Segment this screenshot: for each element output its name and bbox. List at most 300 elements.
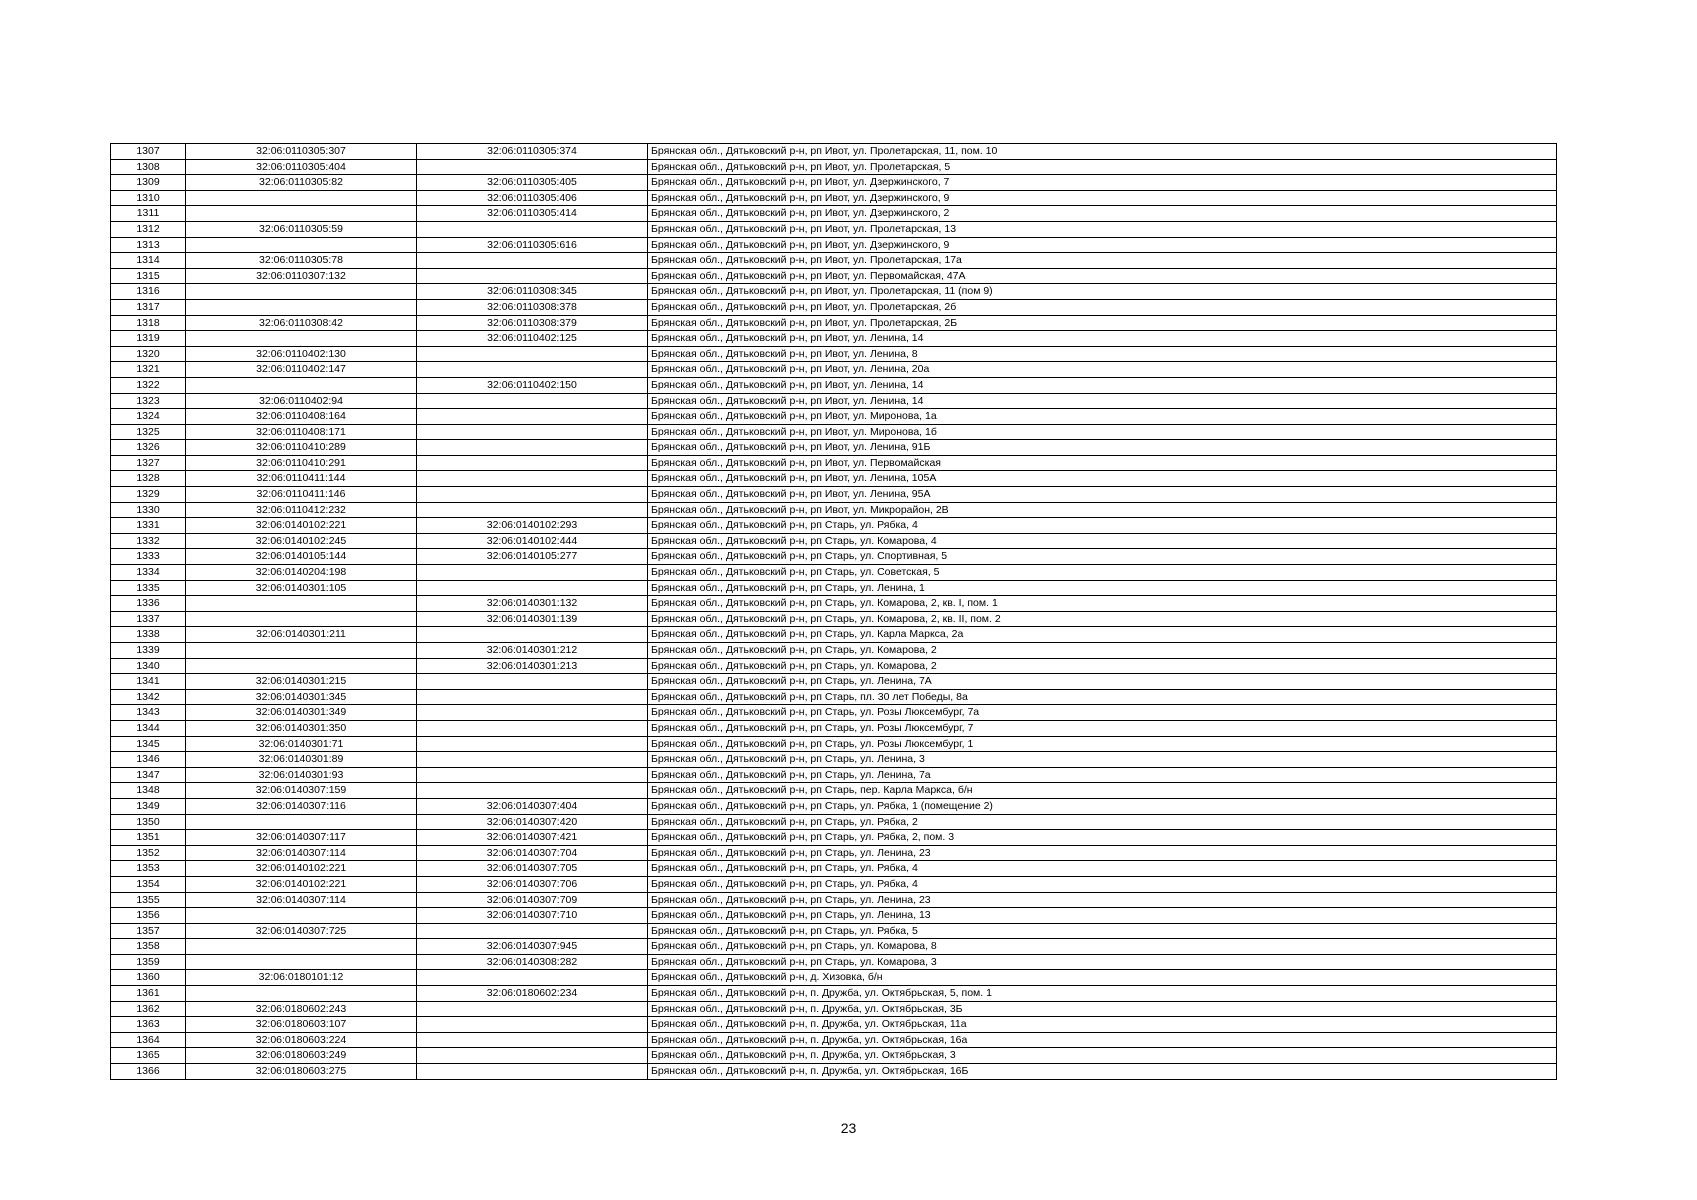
land-cadastral-number-cell <box>186 658 417 674</box>
row-number-cell: 1320 <box>111 346 186 362</box>
table-row <box>111 533 1557 549</box>
land-cadastral-number-cell: 32:06:0140301:105 <box>186 580 417 596</box>
row-number-cell: 1347 <box>111 767 186 783</box>
land-cadastral-number-cell <box>186 643 417 659</box>
address-cell: Брянская обл., Дятьковский р-н, п. Дружба, ул. Октябрьская, 16Б <box>648 1064 1557 1080</box>
address-cell: Брянская обл., Дятьковский р-н, п. Дружба, ул. Октябрьская, 3 <box>648 1048 1557 1064</box>
address-cell: Брянская обл., Дятьковский р-н, рп Старь, ул. Рябка, 4 <box>648 861 1557 877</box>
land-cadastral-number-cell <box>186 331 417 347</box>
address-cell: Брянская обл., Дятьковский р-н, рп Старь, ул. Спортивная, 5 <box>648 549 1557 565</box>
table-row <box>111 424 1557 440</box>
row-number-cell: 1358 <box>111 939 186 955</box>
address-cell: Брянская обл., Дятьковский р-н, рп Ивот, ул. Дзержинского, 9 <box>648 237 1557 253</box>
building-cadastral-number-cell <box>417 268 648 284</box>
address-cell: Брянская обл., Дятьковский р-н, рп Ивот, ул. Пролетарская, 11 (пом 9) <box>648 284 1557 300</box>
address-cell: Брянская обл., Дятьковский р-н, рп Ивот, ул. Первомайская, 47А <box>648 268 1557 284</box>
row-number-cell: 1349 <box>111 798 186 814</box>
land-cadastral-number-cell: 32:06:0180101:12 <box>186 970 417 986</box>
land-cadastral-number-cell: 32:06:0110305:404 <box>186 159 417 175</box>
land-cadastral-number-cell: 32:06:0140301:349 <box>186 705 417 721</box>
building-cadastral-number-cell <box>417 471 648 487</box>
table-row <box>111 565 1557 581</box>
table-row <box>111 611 1557 627</box>
table-row <box>111 1032 1557 1048</box>
table-row <box>111 892 1557 908</box>
land-cadastral-number-cell <box>186 986 417 1002</box>
building-cadastral-number-cell <box>417 502 648 518</box>
building-cadastral-number-cell <box>417 689 648 705</box>
building-cadastral-number-cell <box>417 362 648 378</box>
row-number-cell: 1314 <box>111 253 186 269</box>
land-cadastral-number-cell: 32:06:0140102:221 <box>186 861 417 877</box>
table-row <box>111 1064 1557 1080</box>
land-cadastral-number-cell: 32:06:0110402:130 <box>186 346 417 362</box>
address-cell: Брянская обл., Дятьковский р-н, рп Старь, ул. Рябка, 5 <box>648 923 1557 939</box>
table-row <box>111 736 1557 752</box>
row-number-cell: 1365 <box>111 1048 186 1064</box>
address-cell: Брянская обл., Дятьковский р-н, рп Старь, ул. Розы Люксембург, 7 <box>648 720 1557 736</box>
building-cadastral-number-cell: 32:06:0140307:404 <box>417 798 648 814</box>
table-row <box>111 658 1557 674</box>
row-number-cell: 1333 <box>111 549 186 565</box>
building-cadastral-number-cell: 32:06:0110305:374 <box>417 144 648 160</box>
building-cadastral-number-cell: 32:06:0140307:706 <box>417 876 648 892</box>
land-cadastral-number-cell: 32:06:0110408:164 <box>186 409 417 425</box>
row-number-cell: 1328 <box>111 471 186 487</box>
building-cadastral-number-cell <box>417 1001 648 1017</box>
land-cadastral-number-cell: 32:06:0140301:89 <box>186 752 417 768</box>
row-number-cell: 1330 <box>111 502 186 518</box>
land-cadastral-number-cell: 32:06:0140307:116 <box>186 798 417 814</box>
land-cadastral-number-cell: 32:06:0180603:275 <box>186 1064 417 1080</box>
building-cadastral-number-cell <box>417 424 648 440</box>
address-cell: Брянская обл., Дятьковский р-н, рп Старь, ул. Карла Маркса, 2а <box>648 627 1557 643</box>
building-cadastral-number-cell: 32:06:0140307:710 <box>417 908 648 924</box>
table-row <box>111 861 1557 877</box>
table-row <box>111 986 1557 1002</box>
row-number-cell: 1323 <box>111 393 186 409</box>
land-cadastral-number-cell: 32:06:0140301:211 <box>186 627 417 643</box>
address-cell: Брянская обл., Дятьковский р-н, рп Старь, пер. Карла Маркса, б/н <box>648 783 1557 799</box>
building-cadastral-number-cell: 32:06:0110308:345 <box>417 284 648 300</box>
row-number-cell: 1319 <box>111 331 186 347</box>
address-cell: Брянская обл., Дятьковский р-н, п. Дружба, ул. Октябрьская, 3Б <box>648 1001 1557 1017</box>
address-cell: Брянская обл., Дятьковский р-н, рп Ивот, ул. Ленина, 91Б <box>648 440 1557 456</box>
address-cell: Брянская обл., Дятьковский р-н, рп Старь, ул. Ленина, 3 <box>648 752 1557 768</box>
row-number-cell: 1356 <box>111 908 186 924</box>
building-cadastral-number-cell <box>417 580 648 596</box>
building-cadastral-number-cell <box>417 159 648 175</box>
table-row <box>111 331 1557 347</box>
row-number-cell: 1313 <box>111 237 186 253</box>
table-row <box>111 954 1557 970</box>
building-cadastral-number-cell <box>417 923 648 939</box>
table-row <box>111 830 1557 846</box>
land-cadastral-number-cell: 32:06:0110305:78 <box>186 253 417 269</box>
row-number-cell: 1311 <box>111 206 186 222</box>
building-cadastral-number-cell: 32:06:0140307:420 <box>417 814 648 830</box>
address-cell: Брянская обл., Дятьковский р-н, рп Ивот, ул. Пролетарская, 2б <box>648 299 1557 315</box>
address-cell: Брянская обл., Дятьковский р-н, рп Старь, ул. Рябка, 4 <box>648 876 1557 892</box>
building-cadastral-number-cell <box>417 674 648 690</box>
land-cadastral-number-cell: 32:06:0140102:221 <box>186 876 417 892</box>
address-cell: Брянская обл., Дятьковский р-н, рп Старь, пл. 30 лет Победы, 8а <box>648 689 1557 705</box>
table-row <box>111 159 1557 175</box>
land-cadastral-number-cell: 32:06:0180602:243 <box>186 1001 417 1017</box>
row-number-cell: 1346 <box>111 752 186 768</box>
row-number-cell: 1315 <box>111 268 186 284</box>
building-cadastral-number-cell: 32:06:0140102:444 <box>417 533 648 549</box>
table-row <box>111 518 1557 534</box>
row-number-cell: 1341 <box>111 674 186 690</box>
land-cadastral-number-cell: 32:06:0140102:245 <box>186 533 417 549</box>
address-cell: Брянская обл., Дятьковский р-н, рп Старь, ул. Рябка, 2 <box>648 814 1557 830</box>
land-cadastral-number-cell: 32:06:0140307:725 <box>186 923 417 939</box>
building-cadastral-number-cell: 32:06:0140307:705 <box>417 861 648 877</box>
address-cell: Брянская обл., Дятьковский р-н, рп Старь, ул. Розы Люксембург, 7а <box>648 705 1557 721</box>
address-cell: Брянская обл., Дятьковский р-н, рп Старь, ул. Ленина, 23 <box>648 845 1557 861</box>
address-cell: Брянская обл., Дятьковский р-н, рп Ивот, ул. Ленина, 95А <box>648 487 1557 503</box>
registry-table <box>110 143 1557 1080</box>
building-cadastral-number-cell <box>417 736 648 752</box>
land-cadastral-number-cell <box>186 284 417 300</box>
land-cadastral-number-cell: 32:06:0110412:232 <box>186 502 417 518</box>
address-cell: Брянская обл., Дятьковский р-н, рп Ивот, ул. Ленина, 14 <box>648 331 1557 347</box>
table-row <box>111 268 1557 284</box>
building-cadastral-number-cell <box>417 440 648 456</box>
building-cadastral-number-cell: 32:06:0140301:213 <box>417 658 648 674</box>
building-cadastral-number-cell: 32:06:0180602:234 <box>417 986 648 1002</box>
table-row <box>111 783 1557 799</box>
row-number-cell: 1339 <box>111 643 186 659</box>
row-number-cell: 1348 <box>111 783 186 799</box>
land-cadastral-number-cell: 32:06:0180603:224 <box>186 1032 417 1048</box>
table-row <box>111 798 1557 814</box>
land-cadastral-number-cell: 32:06:0140307:114 <box>186 892 417 908</box>
building-cadastral-number-cell: 32:06:0110402:150 <box>417 377 648 393</box>
building-cadastral-number-cell <box>417 752 648 768</box>
row-number-cell: 1338 <box>111 627 186 643</box>
table-row <box>111 455 1557 471</box>
row-number-cell: 1343 <box>111 705 186 721</box>
land-cadastral-number-cell <box>186 299 417 315</box>
building-cadastral-number-cell: 32:06:0110305:616 <box>417 237 648 253</box>
building-cadastral-number-cell <box>417 767 648 783</box>
building-cadastral-number-cell: 32:06:0110308:378 <box>417 299 648 315</box>
building-cadastral-number-cell: 32:06:0140307:421 <box>417 830 648 846</box>
address-cell: Брянская обл., Дятьковский р-н, рп Ивот, ул. Ленина, 8 <box>648 346 1557 362</box>
land-cadastral-number-cell <box>186 596 417 612</box>
land-cadastral-number-cell: 32:06:0140105:144 <box>186 549 417 565</box>
row-number-cell: 1362 <box>111 1001 186 1017</box>
land-cadastral-number-cell: 32:06:0140301:93 <box>186 767 417 783</box>
table-row <box>111 845 1557 861</box>
table-row <box>111 1001 1557 1017</box>
building-cadastral-number-cell: 32:06:0140105:277 <box>417 549 648 565</box>
address-cell: Брянская обл., Дятьковский р-н, рп Ивот, ул. Ленина, 14 <box>648 393 1557 409</box>
building-cadastral-number-cell: 32:06:0110305:414 <box>417 206 648 222</box>
building-cadastral-number-cell: 32:06:0140102:293 <box>417 518 648 534</box>
table-row <box>111 908 1557 924</box>
land-cadastral-number-cell: 32:06:0110411:146 <box>186 487 417 503</box>
address-cell: Брянская обл., Дятьковский р-н, рп Ивот, ул. Пролетарская, 5 <box>648 159 1557 175</box>
building-cadastral-number-cell: 32:06:0140307:945 <box>417 939 648 955</box>
row-number-cell: 1361 <box>111 986 186 1002</box>
address-cell: Брянская обл., Дятьковский р-н, рп Старь, ул. Советская, 5 <box>648 565 1557 581</box>
land-cadastral-number-cell: 32:06:0110305:82 <box>186 175 417 191</box>
land-cadastral-number-cell: 32:06:0110308:42 <box>186 315 417 331</box>
row-number-cell: 1366 <box>111 1064 186 1080</box>
table-row <box>111 923 1557 939</box>
address-cell: Брянская обл., Дятьковский р-н, рп Старь, ул. Рябка, 4 <box>648 518 1557 534</box>
table-row <box>111 206 1557 222</box>
address-cell: Брянская обл., Дятьковский р-н, рп Ивот, ул. Дзержинского, 7 <box>648 175 1557 191</box>
table-row <box>111 502 1557 518</box>
land-cadastral-number-cell: 32:06:0140204:198 <box>186 565 417 581</box>
land-cadastral-number-cell: 32:06:0140301:350 <box>186 720 417 736</box>
row-number-cell: 1344 <box>111 720 186 736</box>
building-cadastral-number-cell <box>417 970 648 986</box>
building-cadastral-number-cell <box>417 253 648 269</box>
registry-table-body <box>111 144 1557 1080</box>
address-cell: Брянская обл., Дятьковский р-н, д. Хизовка, б/н <box>648 970 1557 986</box>
table-row <box>111 253 1557 269</box>
address-cell: Брянская обл., Дятьковский р-н, рп Ивот, ул. Дзержинского, 2 <box>648 206 1557 222</box>
building-cadastral-number-cell: 32:06:0110402:125 <box>417 331 648 347</box>
address-cell: Брянская обл., Дятьковский р-н, рп Старь, ул. Ленина, 7а <box>648 767 1557 783</box>
land-cadastral-number-cell <box>186 611 417 627</box>
land-cadastral-number-cell: 32:06:0140301:345 <box>186 689 417 705</box>
building-cadastral-number-cell <box>417 720 648 736</box>
row-number-cell: 1336 <box>111 596 186 612</box>
land-cadastral-number-cell: 32:06:0110411:144 <box>186 471 417 487</box>
page-number: 23 <box>840 1120 857 1136</box>
table-row <box>111 627 1557 643</box>
land-cadastral-number-cell: 32:06:0110410:291 <box>186 455 417 471</box>
land-cadastral-number-cell <box>186 908 417 924</box>
row-number-cell: 1354 <box>111 876 186 892</box>
building-cadastral-number-cell: 32:06:0140307:709 <box>417 892 648 908</box>
address-cell: Брянская обл., Дятьковский р-н, п. Дружба, ул. Октябрьская, 16а <box>648 1032 1557 1048</box>
address-cell: Брянская обл., Дятьковский р-н, рп Ивот, ул. Пролетарская, 13 <box>648 221 1557 237</box>
land-cadastral-number-cell: 32:06:0110307:132 <box>186 268 417 284</box>
row-number-cell: 1355 <box>111 892 186 908</box>
table-row <box>111 409 1557 425</box>
row-number-cell: 1337 <box>111 611 186 627</box>
table-row <box>111 596 1557 612</box>
table-row <box>111 549 1557 565</box>
row-number-cell: 1321 <box>111 362 186 378</box>
building-cadastral-number-cell <box>417 1048 648 1064</box>
row-number-cell: 1334 <box>111 565 186 581</box>
building-cadastral-number-cell: 32:06:0140307:704 <box>417 845 648 861</box>
address-cell: Брянская обл., Дятьковский р-н, рп Ивот, ул. Ленина, 20а <box>648 362 1557 378</box>
table-row <box>111 720 1557 736</box>
address-cell: Брянская обл., Дятьковский р-н, рп Старь, ул. Комарова, 2, кв. I, пом. 1 <box>648 596 1557 612</box>
row-number-cell: 1308 <box>111 159 186 175</box>
land-cadastral-number-cell: 32:06:0110305:307 <box>186 144 417 160</box>
table-row <box>111 284 1557 300</box>
building-cadastral-number-cell <box>417 487 648 503</box>
address-cell: Брянская обл., Дятьковский р-н, рп Старь, ул. Ленина, 13 <box>648 908 1557 924</box>
building-cadastral-number-cell <box>417 1064 648 1080</box>
building-cadastral-number-cell <box>417 393 648 409</box>
row-number-cell: 1350 <box>111 814 186 830</box>
land-cadastral-number-cell <box>186 237 417 253</box>
address-cell: Брянская обл., Дятьковский р-н, рп Старь, ул. Комарова, 8 <box>648 939 1557 955</box>
building-cadastral-number-cell <box>417 455 648 471</box>
land-cadastral-number-cell: 32:06:0110410:289 <box>186 440 417 456</box>
address-cell: Брянская обл., Дятьковский р-н, рп Старь, ул. Ленина, 7А <box>648 674 1557 690</box>
row-number-cell: 1318 <box>111 315 186 331</box>
building-cadastral-number-cell <box>417 565 648 581</box>
table-row <box>111 674 1557 690</box>
building-cadastral-number-cell: 32:06:0140308:282 <box>417 954 648 970</box>
row-number-cell: 1312 <box>111 221 186 237</box>
row-number-cell: 1357 <box>111 923 186 939</box>
land-cadastral-number-cell: 32:06:0140301:71 <box>186 736 417 752</box>
table-row <box>111 346 1557 362</box>
row-number-cell: 1332 <box>111 533 186 549</box>
row-number-cell: 1351 <box>111 830 186 846</box>
row-number-cell: 1324 <box>111 409 186 425</box>
address-cell: Брянская обл., Дятьковский р-н, рп Ивот, ул. Пролетарская, 17а <box>648 253 1557 269</box>
table-row <box>111 876 1557 892</box>
row-number-cell: 1322 <box>111 377 186 393</box>
address-cell: Брянская обл., Дятьковский р-н, рп Старь, ул. Комарова, 2, кв. II, пом. 2 <box>648 611 1557 627</box>
land-cadastral-number-cell: 32:06:0140301:215 <box>186 674 417 690</box>
row-number-cell: 1326 <box>111 440 186 456</box>
land-cadastral-number-cell <box>186 939 417 955</box>
row-number-cell: 1340 <box>111 658 186 674</box>
row-number-cell: 1335 <box>111 580 186 596</box>
row-number-cell: 1342 <box>111 689 186 705</box>
table-row <box>111 299 1557 315</box>
table-row <box>111 190 1557 206</box>
land-cadastral-number-cell: 32:06:0180603:107 <box>186 1017 417 1033</box>
table-row <box>111 315 1557 331</box>
address-cell: Брянская обл., Дятьковский р-н, рп Ивот, ул. Миронова, 1б <box>648 424 1557 440</box>
building-cadastral-number-cell: 32:06:0110305:405 <box>417 175 648 191</box>
land-cadastral-number-cell <box>186 814 417 830</box>
land-cadastral-number-cell: 32:06:0110305:59 <box>186 221 417 237</box>
table-row <box>111 471 1557 487</box>
address-cell: Брянская обл., Дятьковский р-н, рп Старь, ул. Комарова, 2 <box>648 658 1557 674</box>
building-cadastral-number-cell <box>417 346 648 362</box>
row-number-cell: 1329 <box>111 487 186 503</box>
table-row <box>111 362 1557 378</box>
row-number-cell: 1325 <box>111 424 186 440</box>
row-number-cell: 1345 <box>111 736 186 752</box>
table-row <box>111 377 1557 393</box>
address-cell: Брянская обл., Дятьковский р-н, рп Ивот, ул. Пролетарская, 2Б <box>648 315 1557 331</box>
land-cadastral-number-cell: 32:06:0140102:221 <box>186 518 417 534</box>
table-row <box>111 970 1557 986</box>
building-cadastral-number-cell <box>417 783 648 799</box>
table-row <box>111 814 1557 830</box>
table-row <box>111 393 1557 409</box>
land-cadastral-number-cell <box>186 206 417 222</box>
building-cadastral-number-cell <box>417 221 648 237</box>
table-row <box>111 221 1557 237</box>
building-cadastral-number-cell <box>417 627 648 643</box>
address-cell: Брянская обл., Дятьковский р-н, рп Ивот, ул. Ленина, 14 <box>648 377 1557 393</box>
table-row <box>111 440 1557 456</box>
address-cell: Брянская обл., Дятьковский р-н, рп Старь, ул. Ленина, 23 <box>648 892 1557 908</box>
land-cadastral-number-cell: 32:06:0140307:114 <box>186 845 417 861</box>
building-cadastral-number-cell: 32:06:0110305:406 <box>417 190 648 206</box>
land-cadastral-number-cell: 32:06:0110408:171 <box>186 424 417 440</box>
building-cadastral-number-cell <box>417 1032 648 1048</box>
address-cell: Брянская обл., Дятьковский р-н, рп Ивот, ул. Миронова, 1а <box>648 409 1557 425</box>
address-cell: Брянская обл., Дятьковский р-н, рп Старь, ул. Комарова, 3 <box>648 954 1557 970</box>
building-cadastral-number-cell <box>417 1017 648 1033</box>
row-number-cell: 1363 <box>111 1017 186 1033</box>
table-row <box>111 643 1557 659</box>
row-number-cell: 1327 <box>111 455 186 471</box>
building-cadastral-number-cell <box>417 409 648 425</box>
table-row <box>111 689 1557 705</box>
land-cadastral-number-cell: 32:06:0110402:147 <box>186 362 417 378</box>
table-row <box>111 1017 1557 1033</box>
table-row <box>111 939 1557 955</box>
table-row <box>111 752 1557 768</box>
table-row <box>111 705 1557 721</box>
row-number-cell: 1310 <box>111 190 186 206</box>
row-number-cell: 1316 <box>111 284 186 300</box>
table-row <box>111 767 1557 783</box>
table-row <box>111 580 1557 596</box>
address-cell: Брянская обл., Дятьковский р-н, рп Ивот, ул. Ленина, 105А <box>648 471 1557 487</box>
address-cell: Брянская обл., Дятьковский р-н, рп Старь, ул. Розы Люксембург, 1 <box>648 736 1557 752</box>
table-row <box>111 175 1557 191</box>
land-cadastral-number-cell: 32:06:0110402:94 <box>186 393 417 409</box>
address-cell: Брянская обл., Дятьковский р-н, п. Дружба, ул. Октябрьская, 5, пом. 1 <box>648 986 1557 1002</box>
address-cell: Брянская обл., Дятьковский р-н, рп Старь, ул. Комарова, 2 <box>648 643 1557 659</box>
address-cell: Брянская обл., Дятьковский р-н, рп Старь, ул. Рябка, 1 (помещение 2) <box>648 798 1557 814</box>
land-cadastral-number-cell: 32:06:0140307:159 <box>186 783 417 799</box>
row-number-cell: 1353 <box>111 861 186 877</box>
land-cadastral-number-cell <box>186 954 417 970</box>
address-cell: Брянская обл., Дятьковский р-н, рп Старь, ул. Рябка, 2, пом. 3 <box>648 830 1557 846</box>
address-cell: Брянская обл., Дятьковский р-н, рп Старь, ул. Комарова, 4 <box>648 533 1557 549</box>
land-cadastral-number-cell <box>186 190 417 206</box>
address-cell: Брянская обл., Дятьковский р-н, рп Ивот, ул. Микрорайон, 2В <box>648 502 1557 518</box>
table-row <box>111 1048 1557 1064</box>
building-cadastral-number-cell: 32:06:0140301:139 <box>417 611 648 627</box>
table-row <box>111 144 1557 160</box>
land-cadastral-number-cell: 32:06:0140307:117 <box>186 830 417 846</box>
address-cell: Брянская обл., Дятьковский р-н, рп Старь, ул. Ленина, 1 <box>648 580 1557 596</box>
address-cell: Брянская обл., Дятьковский р-н, рп Ивот, ул. Пролетарская, 11, пом. 10 <box>648 144 1557 160</box>
building-cadastral-number-cell: 32:06:0140301:212 <box>417 643 648 659</box>
row-number-cell: 1331 <box>111 518 186 534</box>
land-cadastral-number-cell: 32:06:0180603:249 <box>186 1048 417 1064</box>
row-number-cell: 1317 <box>111 299 186 315</box>
row-number-cell: 1352 <box>111 845 186 861</box>
building-cadastral-number-cell: 32:06:0140301:132 <box>417 596 648 612</box>
table-row <box>111 487 1557 503</box>
row-number-cell: 1307 <box>111 144 186 160</box>
table-row <box>111 237 1557 253</box>
row-number-cell: 1360 <box>111 970 186 986</box>
building-cadastral-number-cell: 32:06:0110308:379 <box>417 315 648 331</box>
building-cadastral-number-cell <box>417 705 648 721</box>
address-cell: Брянская обл., Дятьковский р-н, п. Дружба, ул. Октябрьская, 11а <box>648 1017 1557 1033</box>
land-cadastral-number-cell <box>186 377 417 393</box>
address-cell: Брянская обл., Дятьковский р-н, рп Ивот, ул. Первомайская <box>648 455 1557 471</box>
row-number-cell: 1309 <box>111 175 186 191</box>
